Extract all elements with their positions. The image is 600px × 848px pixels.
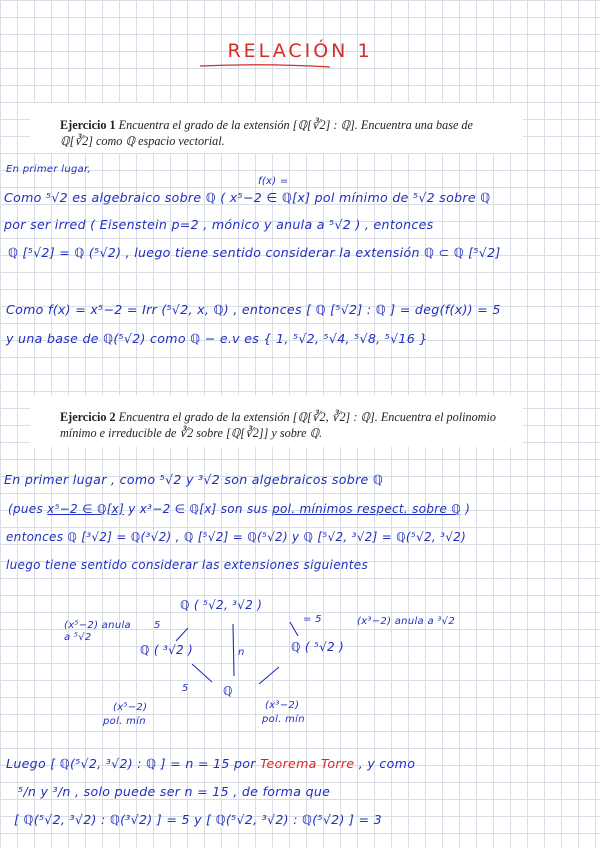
diagram-note-top-left-1: (x⁵−2) anula bbox=[64, 620, 131, 631]
diagram-note-bottom-left: pol. mín bbox=[103, 716, 146, 727]
diagram-label-5-lower: 5 bbox=[182, 683, 189, 694]
exercise-2-label: Ejercicio 2 bbox=[60, 410, 116, 424]
diagram-note-top-left-2: a ⁵√2 bbox=[64, 632, 92, 643]
page-title: RELACIÓN 1 bbox=[227, 40, 373, 62]
note-2-line-3: entonces ℚ [³√2] = ℚ(³√2) , ℚ [⁵√2] = ℚ(⁵√2) y ℚ [⁵√2, ³√2] = ℚ(⁵√2, ³√2) bbox=[6, 530, 467, 544]
diagram-node-top: ℚ ( ⁵√2, ³√2 ) bbox=[180, 598, 263, 612]
note-2-line-2-post: ) bbox=[465, 502, 471, 516]
note-2-line-2-underlined-1: x⁵−2 ∈ ℚ[x] bbox=[47, 502, 125, 516]
note-2-line-2-underlined-2: pol. mínimos respect. sobre ℚ bbox=[272, 502, 462, 516]
note-3-line-1 bbox=[6, 756, 415, 771]
note-1-line-4: Como f(x) = x⁵−2 = Irr (⁵√2, x, ℚ) , entonces [ ℚ [⁵√2] : ℚ ] = deg(f(x)) = 5 bbox=[6, 302, 501, 317]
note-1-line-0: En primer lugar, bbox=[6, 164, 92, 175]
diagram-label-5-left: 5 bbox=[154, 620, 161, 631]
diagram-node-right: ℚ ( ⁵√2 ) bbox=[291, 640, 345, 654]
note-1-line-5: y una base de ℚ(⁵√2) como ℚ − e.v es { 1, ⁵√2, ⁵√4, ⁵√8, ⁵√16 } bbox=[6, 331, 428, 346]
diagram-node-bottom: ℚ bbox=[223, 684, 233, 698]
note-3-theorem: Teorema Torre bbox=[260, 756, 355, 771]
note-1-line-3: ℚ [⁵√2] = ℚ (⁵√2) , luego tiene sentido considerar la extensión ℚ ⊂ ℚ [⁵√2] bbox=[8, 245, 501, 260]
note-3-line-3: [ ℚ(⁵√2, ³√2) : ℚ(³√2) ] = 5 y [ ℚ(⁵√2, ³√2) : ℚ(⁵√2) ] = 3 bbox=[14, 812, 382, 827]
note-3-line-1-post: , y como bbox=[358, 756, 416, 771]
diagram-note-bottom-right: pol. mín bbox=[262, 714, 305, 725]
diagram-node-left: ℚ ( ³√2 ) bbox=[140, 643, 194, 657]
note-2-line-4: luego tiene sentido considerar las extensiones siguientes bbox=[6, 558, 369, 572]
note-1-annotation: f(x) = bbox=[258, 176, 289, 187]
diagram-poly-bottom-right: (x³−2) bbox=[265, 700, 300, 711]
exercise-2-text: Encuentra el grado de la extensión [ℚ[∛2, ∛2] : ℚ]. Encuentra el polinomio mínimo e irreducible de ∛2 sobre [ℚ[∛2]] y sobre ℚ. bbox=[60, 410, 496, 440]
exercise-1-label: Ejercicio 1 bbox=[60, 118, 116, 132]
exercise-1-text: Encuentra el grado de la extensión [ℚ[∛2] : ℚ]. Encuentra una base de ℚ[∛2] como ℚ espacio vectorial. bbox=[60, 118, 473, 148]
diagram-poly-bottom-left: (x⁵−2) bbox=[113, 702, 148, 713]
note-1-line-2: por ser irred ( Eisenstein p=2 , mónico y anula a ⁵√2 ) , entonces bbox=[4, 217, 434, 232]
note-1-line-1: Como ⁵√2 es algebraico sobre ℚ ( x⁵−2 ∈ ℚ[x] pol mínimo de ⁵√2 sobre ℚ bbox=[4, 190, 491, 205]
diagram-label-eq5: = 5 bbox=[303, 614, 322, 625]
diagram-note-top-right: (x³−2) anula a ³√2 bbox=[357, 616, 455, 627]
note-2-line-1: En primer lugar , como ⁵√2 y ³√2 son algebraicos sobre ℚ bbox=[4, 472, 384, 487]
note-2-line-2-pre: (pues bbox=[8, 502, 44, 516]
note-2-line-2-mid: y x³−2 ∈ ℚ[x] son sus bbox=[128, 502, 268, 516]
note-3-line-1-pre: Luego [ ℚ(⁵√2, ³√2) : ℚ ] = n = 15 por bbox=[6, 756, 256, 771]
diagram-label-n: n bbox=[238, 647, 245, 658]
note-3-line-2: ⁵/n y ³/n , solo puede ser n = 15 , de forma que bbox=[18, 784, 331, 799]
